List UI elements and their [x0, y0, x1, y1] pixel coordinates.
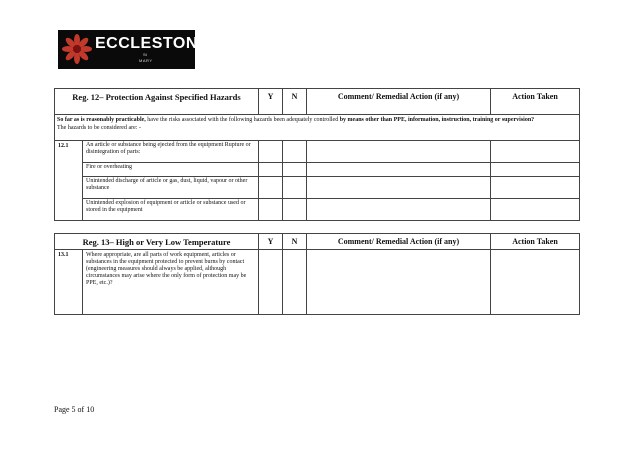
comment-cell[interactable] — [307, 199, 491, 221]
col-y-header: Y — [259, 234, 283, 250]
y-cell[interactable] — [259, 250, 283, 315]
logo-brand-text: ECCLESTON — [95, 35, 198, 52]
n-cell[interactable] — [283, 250, 307, 315]
action-cell[interactable] — [491, 141, 580, 163]
logo-subtext-mary: MARY — [139, 58, 153, 63]
row-number: 13.1 — [55, 250, 83, 315]
n-cell[interactable] — [283, 199, 307, 221]
hazard-item: Unintended explosion of equipment or article or substance used or stored in the equipment — [83, 199, 259, 221]
intro-line-2: The hazards to be considered are: - — [57, 124, 141, 131]
reg12-intro-row — [55, 115, 580, 141]
table-row — [55, 163, 580, 177]
reg13-table — [54, 233, 580, 315]
action-cell[interactable] — [491, 177, 580, 199]
hazard-item: Unintended discharge of article or gas, dust, liquid, vapour or other substance — [83, 177, 259, 199]
reg12-intro — [55, 115, 580, 141]
col-action-header: Action Taken — [491, 234, 580, 250]
col-n-header: N — [283, 89, 307, 115]
col-n-header: N — [283, 234, 307, 250]
comment-cell[interactable] — [307, 163, 491, 177]
y-cell[interactable] — [259, 199, 283, 221]
eccleston-logo — [58, 30, 198, 69]
col-y-header: Y — [259, 89, 283, 115]
action-cell[interactable] — [491, 163, 580, 177]
col-comment-header: Comment/ Remedial Action (if any) — [307, 234, 491, 250]
intro-bold-2: by means other than PPE, information, instruction, training or supervision? — [339, 117, 535, 123]
hazard-item: Fire or overheating — [83, 163, 259, 177]
table-row — [55, 177, 580, 199]
intro-bold-1: So far as is reasonably practicable, — [57, 117, 146, 123]
n-cell[interactable] — [283, 163, 307, 177]
n-cell[interactable] — [283, 177, 307, 199]
reg13-title: Reg. 13– High or Very Low Temperature — [55, 234, 259, 250]
reg12-title: Reg. 12– Protection Against Specified Hazards — [55, 89, 259, 115]
col-action-header: Action Taken — [491, 89, 580, 115]
hazard-item: Where appropriate, are all parts of work equipment, articles or substances in the equipment protected to prevent burns by contact (engineering measures should always be applied, although circumstances may arise where the only form of protection may be PPE, etc.)? — [83, 250, 259, 315]
table-row — [55, 141, 580, 163]
y-cell[interactable] — [259, 163, 283, 177]
comment-cell[interactable] — [307, 177, 491, 199]
row-number: 12.1 — [55, 141, 83, 221]
n-cell[interactable] — [283, 141, 307, 163]
y-cell[interactable] — [259, 177, 283, 199]
flower-icon — [62, 34, 92, 64]
page-number: Page 5 of 10 — [54, 405, 95, 414]
comment-cell[interactable] — [307, 250, 491, 315]
table-row — [55, 250, 580, 315]
intro-normal: have the risks associated with the following hazards been adequately controlled — [145, 117, 340, 123]
y-cell[interactable] — [259, 141, 283, 163]
action-cell[interactable] — [491, 199, 580, 221]
action-cell[interactable] — [491, 250, 580, 315]
comment-cell[interactable] — [307, 141, 491, 163]
reg12-table — [54, 88, 580, 221]
col-comment-header: Comment/ Remedial Action (if any) — [307, 89, 491, 115]
logo-subtext: St — [143, 52, 147, 57]
hazard-item: An article or substance being ejected from the equipment Rupture or disintegration of parts: — [83, 141, 259, 163]
table-row — [55, 199, 580, 221]
reg12-header-row — [55, 89, 580, 115]
reg13-header-row — [55, 234, 580, 250]
